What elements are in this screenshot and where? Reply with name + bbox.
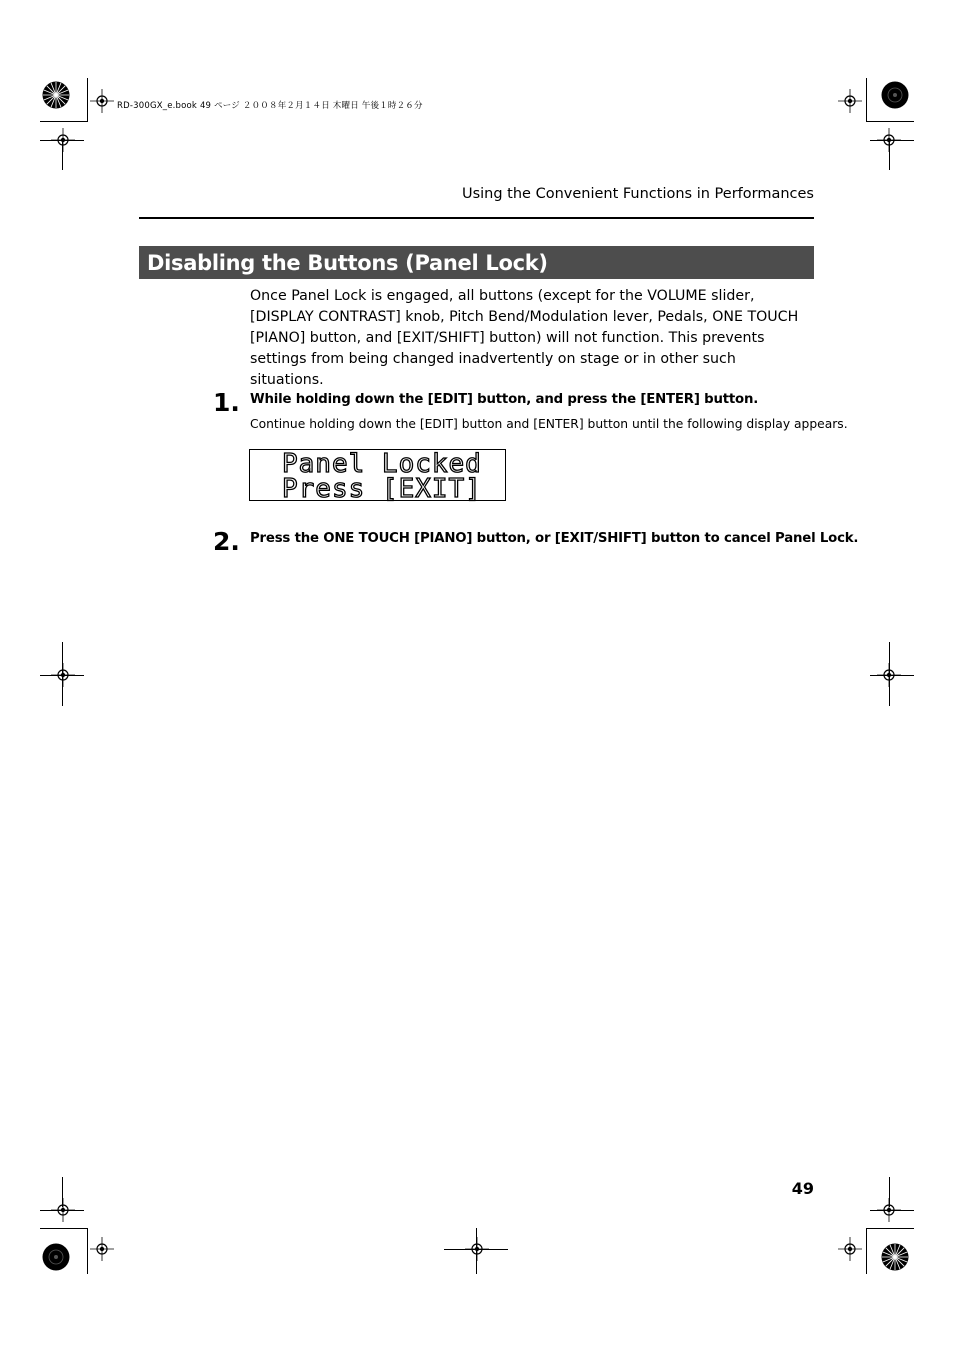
crop-mark [40, 140, 84, 141]
section-title: Disabling the Buttons (Panel Lock) [147, 250, 548, 275]
crop-mark [62, 140, 63, 170]
intro-paragraph: Once Panel Lock is engaged, all buttons (except for the VOLUME slider, [DISPLAY CONTRAST] knob, Pitch Bend/Modulation lever, Pedals, ONE TOUCH [PIANO] button, and [EXIT/SHIFT] button) will not function. This prevents settings from being changed inadvertently on stage or in other such situations. [250, 288, 799, 388]
lcd-display [249, 449, 506, 504]
step-number: 1. [213, 388, 240, 417]
running-header: Using the Convenient Functions in Performances [461, 186, 814, 202]
step-instruction: Press the ONE TOUCH [PIANO] button, or [EXIT/SHIFT] button to cancel Panel Lock. [250, 531, 859, 546]
page-number: 49 [791, 1179, 814, 1198]
registration-rosette-icon [881, 81, 909, 109]
crop-mark [870, 1210, 914, 1211]
header-rule [139, 217, 814, 219]
step-instruction: While holding down the [EDIT] button, and press the [ENTER] button. [250, 392, 759, 407]
crop-mark [866, 121, 914, 122]
registration-rosette-icon [42, 1243, 70, 1271]
crop-mark [40, 121, 88, 122]
step-note: Continue holding down the [EDIT] button and [ENTER] button until the following display appears. [250, 417, 848, 431]
crop-mark [870, 675, 914, 676]
registration-rosette-icon [42, 81, 70, 109]
crop-mark [889, 140, 890, 170]
crop-mark [870, 140, 914, 141]
crop-mark [40, 675, 84, 676]
registration-target-icon [90, 1237, 114, 1261]
registration-target-icon [838, 89, 862, 113]
crop-mark [866, 1228, 914, 1229]
crop-mark [476, 1228, 477, 1274]
registration-rosette-icon [881, 1243, 909, 1271]
crop-mark [87, 78, 88, 122]
book-file-info: RD-300GX_e.book 49 ページ ２００８年２月１４日 木曜日 午後１時２６分 [117, 101, 423, 111]
lcd-line-2: Press [EXIT] [282, 474, 482, 504]
registration-target-icon [90, 89, 114, 113]
crop-mark [62, 1177, 63, 1207]
crop-mark [866, 78, 867, 122]
step-number: 2. [213, 527, 240, 556]
lcd-line-1: Panel Locked [282, 449, 482, 479]
crop-mark [866, 1228, 867, 1274]
registration-target-icon [838, 1237, 862, 1261]
crop-mark [40, 1228, 88, 1229]
section-heading [139, 246, 814, 279]
crop-mark [889, 642, 890, 706]
crop-mark [889, 1177, 890, 1207]
crop-mark [87, 1228, 88, 1274]
crop-mark [40, 1210, 84, 1211]
crop-mark [62, 642, 63, 706]
